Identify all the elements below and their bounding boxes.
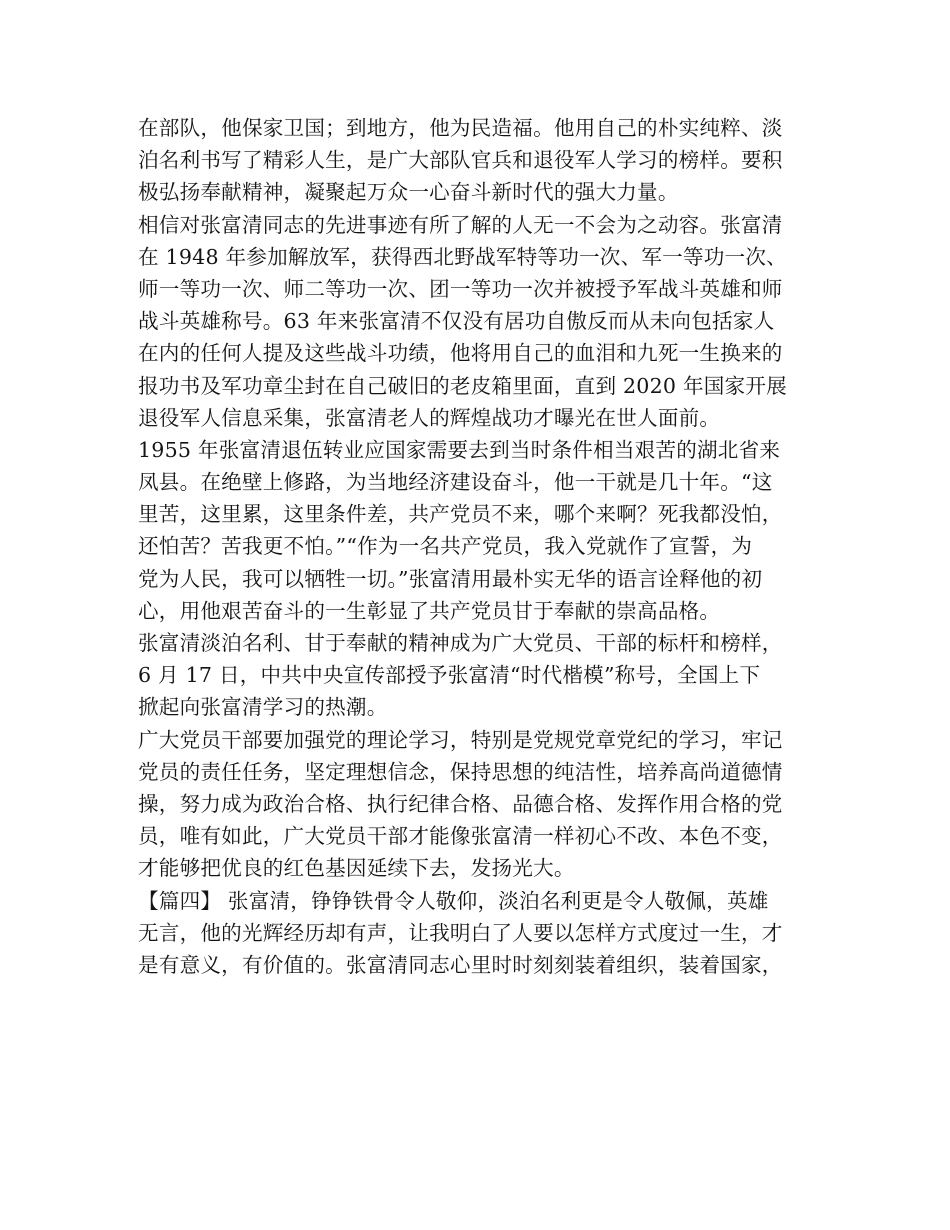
text-line: 退役军人信息采集，张富清老人的辉煌战功才曝光在世人面前。	[138, 405, 721, 430]
paragraph-5	[138, 724, 818, 885]
text-line: 党为人民，我可以牺牲一切。”张富清用最朴实无华的语言诠释他的初	[138, 566, 763, 591]
text-line: 极弘扬奉献精神，凝聚起万众一心奋斗新时代的强大力量。	[138, 180, 679, 205]
text-line: 才能够把优良的红色基因延续下去，发扬光大。	[138, 856, 575, 881]
text-line: 党员的责任任务，坚定理想信念，保持思想的纯洁性，培养高尚道德情	[138, 759, 783, 784]
text-line: 广大党员干部要加强党的理论学习，特别是党规党章党纪的学习，牢记	[138, 727, 783, 752]
text-line: 1955 年张富清退伍转业应国家需要去到当时条件相当艰苦的湖北省来	[138, 437, 781, 462]
text-line: 掀起向张富清学习的热潮。	[138, 695, 388, 720]
text-line: 凤县。在绝壁上修路，为当地经济建设奋斗，他一干就是几十年。“这	[138, 470, 773, 495]
text-line: 报功书及军功章尘封在自己破旧的老皮箱里面，直到 2020 年国家开展	[138, 373, 787, 398]
text-line: 在部队，他保家卫国；到地方，他为民造福。他用自己的朴实纯粹、淡	[138, 116, 783, 140]
paragraph-4	[138, 627, 818, 724]
text-line: 【篇四】 张富清，铮铮铁骨令人敬仰，淡泊名利更是令人敬佩，英雄	[138, 888, 769, 913]
paragraph-3	[138, 434, 818, 627]
text-line: 在 1948 年参加解放军，获得西北野战军特等功一次、军一等功一次、	[138, 244, 787, 269]
text-line: 操，努力成为政治合格、执行纪律合格、品德合格、发挥作用合格的党	[138, 791, 783, 816]
text-line: 相信对张富清同志的先进事迹有所了解的人无一不会为之动容。张富清	[138, 212, 783, 237]
text-line: 心，用他艰苦奋斗的一生彰显了共产党员甘于奉献的崇高品格。	[138, 598, 721, 623]
text-line: 还怕苦？苦我更不怕。”“作为一名共产党员，我入党就作了宣誓，为	[138, 534, 753, 559]
paragraph-6	[138, 885, 818, 982]
text-line: 战斗英雄称号。63 年来张富清不仅没有居功自傲反而从未向包括家人	[138, 309, 775, 334]
text-line: 师一等功一次、师二等功一次、团一等功一次并被授予军战斗英雄和师	[138, 276, 783, 301]
paragraph-1	[138, 112, 818, 209]
text-line: 泊名利书写了精彩人生，是广大部队官兵和退役军人学习的榜样。要积	[138, 148, 783, 173]
text-line: 里苦，这里累，这里条件差，共产党员不来，哪个来啊？死我都没怕，	[138, 502, 783, 527]
text-line: 无言，他的光辉经历却有声，让我明白了人要以怎样方式度过一生，才	[138, 920, 783, 945]
document-body	[138, 112, 818, 981]
text-line: 张富清淡泊名利、甘于奉献的精神成为广大党员、干部的标杆和榜样，	[138, 631, 783, 655]
text-line: 6 月 17 日，中共中央宣传部授予张富清“时代楷模”称号，全国上下	[138, 663, 761, 688]
text-line: 是有意义，有价值的。张富清同志心里时时刻刻装着组织，装着国家，	[138, 952, 783, 977]
text-line: 在内的任何人提及这些战斗功绩，他将用自己的血泪和九死一生换来的	[138, 341, 783, 366]
text-line: 员，唯有如此，广大党员干部才能像张富清一样初心不改、本色不变，	[138, 824, 783, 849]
paragraph-2	[138, 209, 818, 434]
